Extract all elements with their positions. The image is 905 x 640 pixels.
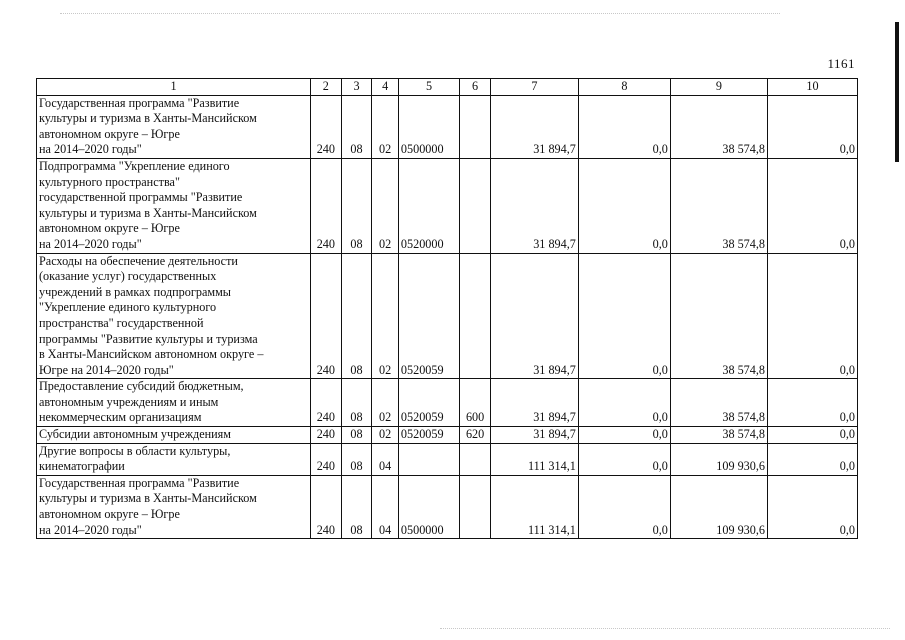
col-4: 02 — [372, 158, 399, 253]
col-9: 38 574,8 — [670, 427, 767, 444]
row-name: Государственная программа "Развитие культуры и туризма в Ханты-Мансийском автономном округе – Югре на 2014–2020 годы" — [37, 95, 311, 158]
table-row — [37, 475, 858, 538]
col-3: 08 — [341, 253, 372, 379]
col-7: 111 314,1 — [490, 475, 578, 538]
header-cell: 8 — [578, 79, 670, 96]
row-name: Другие вопросы в области культуры, кинематографии — [37, 443, 311, 475]
budget-table — [36, 78, 858, 539]
table-row — [37, 253, 858, 379]
col-9: 38 574,8 — [670, 253, 767, 379]
col-10: 0,0 — [768, 158, 858, 253]
header-cell: 6 — [460, 79, 491, 96]
scan-edge-bar — [895, 22, 899, 162]
col-6: 620 — [460, 427, 491, 444]
table-row — [37, 379, 858, 427]
col-8: 0,0 — [578, 158, 670, 253]
col-2: 240 — [311, 158, 342, 253]
col-2: 240 — [311, 95, 342, 158]
col-10: 0,0 — [768, 427, 858, 444]
col-4: 02 — [372, 427, 399, 444]
col-9: 109 930,6 — [670, 475, 767, 538]
table-row — [37, 443, 858, 475]
col-6 — [460, 475, 491, 538]
col-10: 0,0 — [768, 443, 858, 475]
table-row — [37, 427, 858, 444]
col-4: 02 — [372, 95, 399, 158]
col-6 — [460, 158, 491, 253]
header-cell: 1 — [37, 79, 311, 96]
col-3: 08 — [341, 379, 372, 427]
table-row — [37, 95, 858, 158]
col-7: 31 894,7 — [490, 427, 578, 444]
row-name: Предоставление субсидий бюджетным, автономным учреждениям и иным некоммерческим организациям — [37, 379, 311, 427]
col-3: 08 — [341, 95, 372, 158]
col-9: 38 574,8 — [670, 95, 767, 158]
col-6 — [460, 443, 491, 475]
col-4: 04 — [372, 475, 399, 538]
table-row — [37, 158, 858, 253]
col-8: 0,0 — [578, 95, 670, 158]
col-2: 240 — [311, 443, 342, 475]
col-2: 240 — [311, 427, 342, 444]
col-6: 600 — [460, 379, 491, 427]
header-cell: 5 — [398, 79, 459, 96]
row-name: Подпрограмма "Укрепление единого культурного пространства" государственной программы "Развитие культуры и туризма в Ханты-Мансийском автономном округе – Югре на 2014–2020 годы" — [37, 158, 311, 253]
col-5: 0520059 — [398, 427, 459, 444]
row-name: Государственная программа "Развитие культуры и туризма в Ханты-Мансийском автономном округе – Югре на 2014–2020 годы" — [37, 475, 311, 538]
col-7: 31 894,7 — [490, 158, 578, 253]
col-5: 0500000 — [398, 95, 459, 158]
col-2: 240 — [311, 253, 342, 379]
header-cell: 9 — [670, 79, 767, 96]
col-7: 31 894,7 — [490, 253, 578, 379]
col-8: 0,0 — [578, 443, 670, 475]
col-2: 240 — [311, 379, 342, 427]
col-7: 111 314,1 — [490, 443, 578, 475]
header-cell: 3 — [341, 79, 372, 96]
col-3: 08 — [341, 475, 372, 538]
col-10: 0,0 — [768, 475, 858, 538]
col-3: 08 — [341, 158, 372, 253]
col-10: 0,0 — [768, 253, 858, 379]
col-8: 0,0 — [578, 253, 670, 379]
col-5: 0500000 — [398, 475, 459, 538]
col-6 — [460, 253, 491, 379]
col-8: 0,0 — [578, 379, 670, 427]
col-5: 0520059 — [398, 253, 459, 379]
col-8: 0,0 — [578, 475, 670, 538]
col-5 — [398, 443, 459, 475]
col-6 — [460, 95, 491, 158]
row-name: Субсидии автономным учреждениям — [37, 427, 311, 444]
col-4: 02 — [372, 253, 399, 379]
table-header-row — [37, 79, 858, 96]
col-2: 240 — [311, 475, 342, 538]
col-8: 0,0 — [578, 427, 670, 444]
scan-artifact-bottom — [440, 628, 890, 631]
col-5: 0520059 — [398, 379, 459, 427]
header-cell: 10 — [768, 79, 858, 96]
col-3: 08 — [341, 443, 372, 475]
col-3: 08 — [341, 427, 372, 444]
col-4: 02 — [372, 379, 399, 427]
col-7: 31 894,7 — [490, 379, 578, 427]
col-10: 0,0 — [768, 379, 858, 427]
col-4: 04 — [372, 443, 399, 475]
col-5: 0520000 — [398, 158, 459, 253]
col-10: 0,0 — [768, 95, 858, 158]
col-9: 109 930,6 — [670, 443, 767, 475]
header-cell: 2 — [311, 79, 342, 96]
col-9: 38 574,8 — [670, 158, 767, 253]
col-9: 38 574,8 — [670, 379, 767, 427]
col-7: 31 894,7 — [490, 95, 578, 158]
header-cell: 4 — [372, 79, 399, 96]
header-cell: 7 — [490, 79, 578, 96]
scan-artifact-top — [60, 13, 780, 16]
page-number: 1161 — [827, 56, 855, 71]
row-name: Расходы на обеспечение деятельности (оказание услуг) государственных учреждений в рамках подпрограммы "Укрепление единого культурного пространства" государственной программы "Развитие культуры и туризма в Ханты-Мансийском автономном округе – Югре на 2014–2020 годы" — [37, 253, 311, 379]
